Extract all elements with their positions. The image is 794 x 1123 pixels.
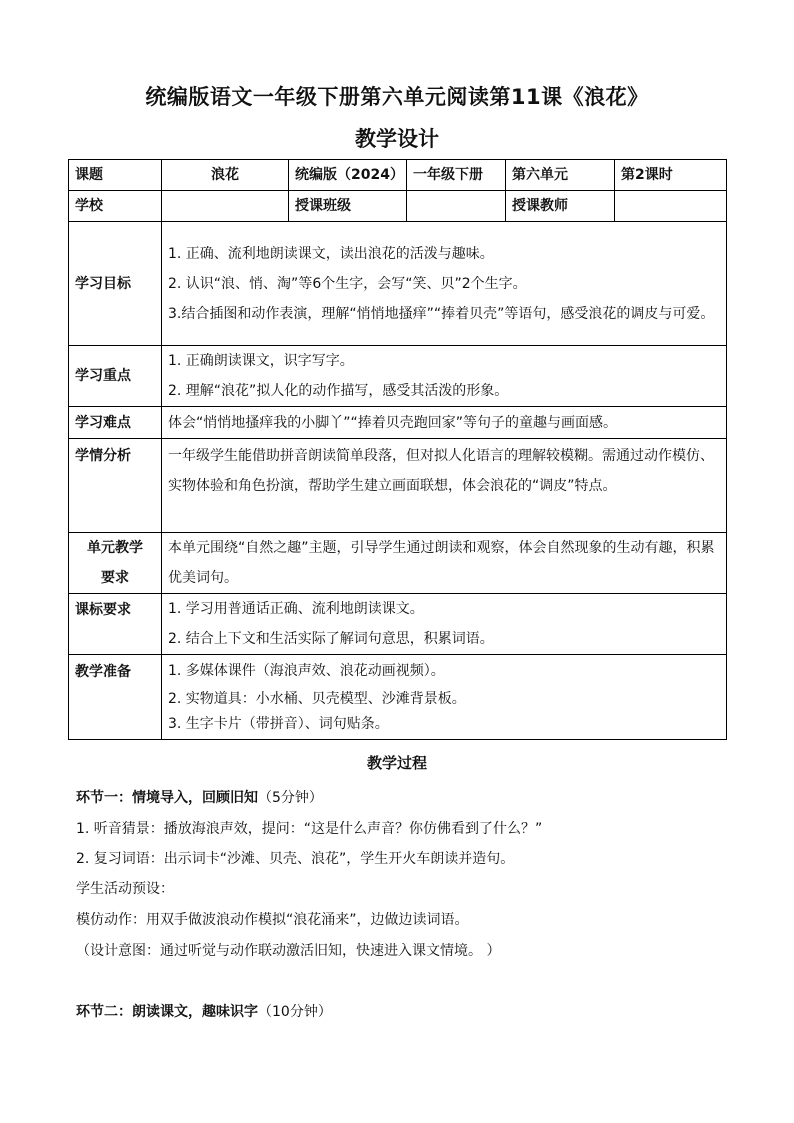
difficulties-label: 学习难点 <box>69 407 162 439</box>
standard-req-label: 课标要求 <box>69 594 162 655</box>
key-points-item: 1. 正确朗读课文，识字写字。 <box>168 353 354 369</box>
step2-heading <box>76 997 726 1027</box>
standard-req-item: 1. 学习用普通话正确、流利地朗读课文。 <box>168 601 424 617</box>
unit-req-label <box>69 533 162 594</box>
difficulties-text: 体会“悄悄地搔痒我的小脚丫”“捧着贝壳跑回家”等句子的童趣与画面感。 <box>162 407 727 439</box>
step2-time: （10分钟） <box>258 1004 332 1020</box>
analysis-label: 学情分析 <box>69 439 162 533</box>
table-row-standard-requirements <box>69 594 727 655</box>
unit-req-label-line1: 单元教学 <box>87 540 143 556</box>
class-value <box>407 191 506 222</box>
step1-time: （5分钟） <box>258 790 323 806</box>
goals-item: 1. 正确、流利地朗读课文，读出浪花的活泼与趣味。 <box>168 245 494 262</box>
standard-req-item: 2. 结合上下文和生活实际了解词句意思，积累词语。 <box>168 631 494 647</box>
preparation-item: 1. 多媒体课件（海浪声效、浪花动画视频）。 <box>168 663 445 679</box>
table-row-topic <box>69 160 727 191</box>
school-value <box>162 191 289 222</box>
standard-req-content <box>162 594 727 655</box>
key-points-content <box>162 346 727 407</box>
goals-label: 学习目标 <box>69 222 162 346</box>
step1-line: 模仿动作：用双手做波浪动作模拟“浪花涌来”，边做边读词语。 <box>76 912 469 928</box>
analysis-text: 一年级学生能借助拼音朗读简单段落，但对拟人化语言的理解较模糊。需通过动作模仿、实物体验和角色扮演，帮助学生建立画面联想，体会浪花的“调皮”特点。 <box>162 439 727 533</box>
preparation-content <box>162 655 727 740</box>
goals-item: 3.结合插图和动作表演，理解“悄悄地搔痒”“捧着贝壳”等语句，感受浪花的调皮与可爱。 <box>168 305 715 322</box>
grade-cell: 一年级下册 <box>407 160 506 191</box>
teacher-value <box>615 191 727 222</box>
table-row-difficulties <box>69 407 727 439</box>
table-row-unit-requirements <box>69 533 727 594</box>
step1-line: 1. 听音猜景：播放海浪声效，提问：“这是什么声音？你仿佛看到了什么？” <box>76 821 543 837</box>
step1-line: 2. 复习词语：出示词卡“沙滩、贝壳、浪花”，学生开火车朗读并造句。 <box>76 851 515 867</box>
unit-req-label-line2: 要求 <box>101 570 129 586</box>
topic-label: 课题 <box>69 160 162 191</box>
step2-heading-text: 环节二：朗读课文，趣味识字 <box>76 1004 258 1020</box>
goals-content <box>162 222 727 346</box>
period-cell: 第2课时 <box>615 160 727 191</box>
edition-cell: 统编版（2024） <box>289 160 407 191</box>
page-subtitle: 教学设计 <box>355 127 439 151</box>
key-points-label: 学习重点 <box>69 346 162 407</box>
lesson-info-table <box>68 159 727 740</box>
step1-design-intent: （设计意图：通过听觉与动作联动激活旧知，快速进入课文情境。 ） <box>76 943 501 959</box>
preparation-item: 2. 实物道具：小水桶、贝壳模型、沙滩背景板。 <box>168 691 466 707</box>
preparation-label: 教学准备 <box>69 655 162 740</box>
process-title: 教学过程 <box>366 754 427 772</box>
goals-item: 2. 认识“浪、悄、淘”等6个生字，会写“笑、贝”2个生字。 <box>168 275 527 292</box>
unit-cell: 第六单元 <box>506 160 615 191</box>
table-row-preparation <box>69 655 727 740</box>
preparation-item: 3. 生字卡片（带拼音）、词句贴条。 <box>168 716 389 732</box>
table-row-school <box>69 191 727 222</box>
step1-heading <box>76 783 726 813</box>
table-row-goals <box>69 222 727 346</box>
step1-line: 学生活动预设： <box>76 881 174 897</box>
step1-heading-text: 环节一：情境导入，回顾旧知 <box>76 790 258 806</box>
page-title: 统编版语文一年级下册第六单元阅读第11课《浪花》 <box>145 85 649 109</box>
unit-req-text: 本单元围绕“自然之趣”主题，引导学生通过朗读和观察，体会自然现象的生动有趣，积累优美词句。 <box>162 533 727 594</box>
teacher-label: 授课教师 <box>506 191 615 222</box>
class-label: 授课班级 <box>289 191 407 222</box>
table-row-key-points <box>69 346 727 407</box>
key-points-item: 2. 理解“浪花”拟人化的动作描写，感受其活泼的形象。 <box>168 383 509 399</box>
table-row-analysis <box>69 439 727 533</box>
school-label: 学校 <box>69 191 162 222</box>
topic-value: 浪花 <box>162 160 289 191</box>
